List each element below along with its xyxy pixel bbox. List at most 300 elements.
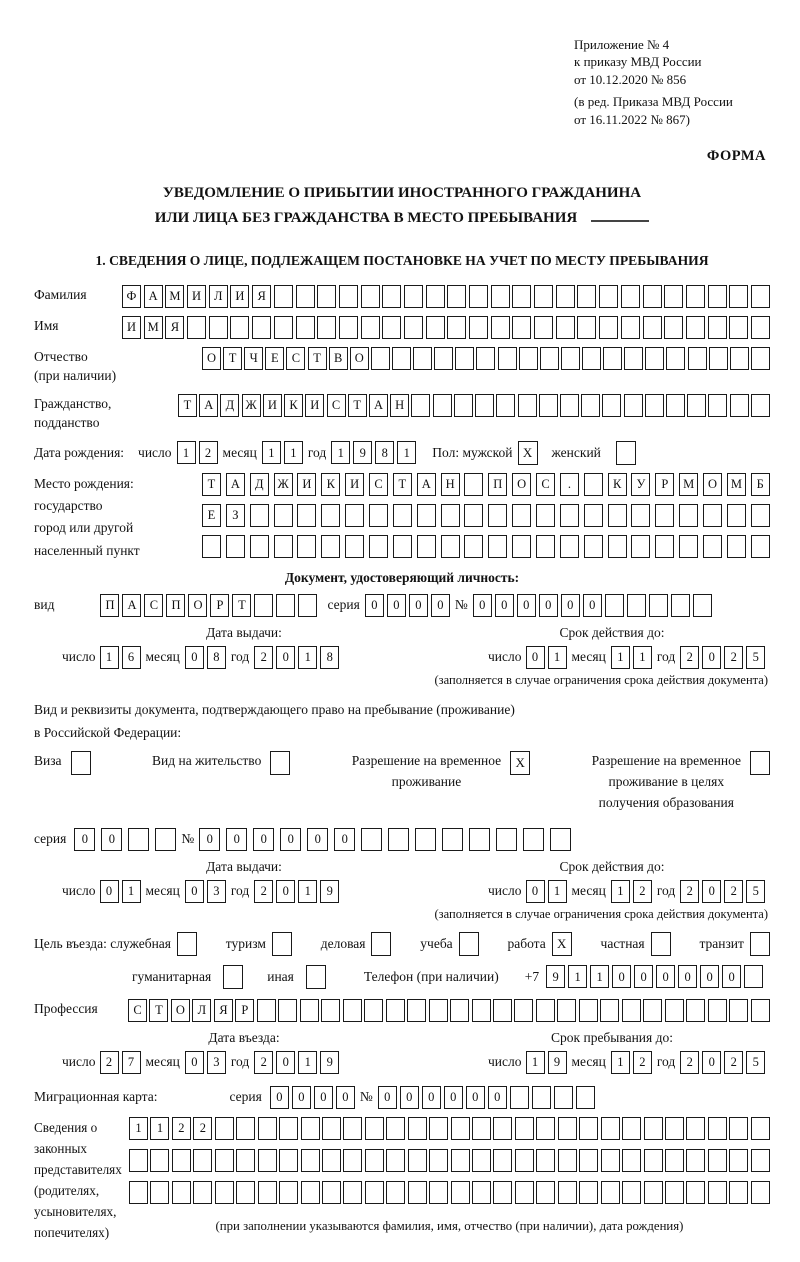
char-cell[interactable]: 0 [387,594,406,617]
char-cell[interactable] [343,1181,362,1204]
char-cell[interactable]: 9 [353,441,372,464]
char-cell[interactable]: 0 [561,594,580,617]
char-cell[interactable] [429,999,448,1022]
char-cell[interactable] [361,285,380,308]
char-cell[interactable] [472,1149,491,1172]
char-cell[interactable] [515,1149,534,1172]
char-cell[interactable] [417,535,436,558]
char-cell[interactable]: 1 [548,646,567,669]
char-cell[interactable]: Ф [122,285,141,308]
char-cell[interactable] [729,1149,748,1172]
char-cell[interactable]: П [166,594,185,617]
char-cell[interactable]: 0 [185,646,204,669]
char-cell[interactable] [558,1181,577,1204]
char-cell[interactable]: 2 [254,1051,273,1074]
char-cell[interactable] [601,1181,620,1204]
char-cell[interactable] [536,1117,555,1140]
char-cell[interactable]: 0 [276,1051,295,1074]
char-cell[interactable] [321,999,340,1022]
char-cell[interactable] [339,285,358,308]
char-cell[interactable] [252,316,271,339]
char-cell[interactable] [512,535,531,558]
char-cell[interactable]: И [305,394,324,417]
char-cell[interactable] [643,316,662,339]
char-cell[interactable] [519,347,538,370]
char-cell[interactable] [744,965,763,988]
char-cell[interactable] [386,1181,405,1204]
char-cell[interactable] [411,394,430,417]
char-cell[interactable] [193,1149,212,1172]
char-cell[interactable]: М [165,285,184,308]
char-cell[interactable]: И [122,316,141,339]
char-cell[interactable]: 0 [431,594,450,617]
char-cell[interactable]: 1 [129,1117,148,1140]
char-cell[interactable] [322,1149,341,1172]
char-cell[interactable] [345,535,364,558]
char-cell[interactable] [415,828,436,851]
char-cell[interactable] [751,999,770,1022]
char-cell[interactable]: 8 [207,646,226,669]
char-cell[interactable] [382,285,401,308]
char-cell[interactable] [536,1181,555,1204]
char-cell[interactable]: Е [202,504,221,527]
char-cell[interactable] [679,535,698,558]
char-cell[interactable] [665,1117,684,1140]
char-cell[interactable] [601,1117,620,1140]
char-cell[interactable]: С [536,473,555,496]
char-cell[interactable]: А [369,394,388,417]
char-cell[interactable] [708,394,727,417]
char-cell[interactable] [172,1149,191,1172]
char-cell[interactable] [343,999,362,1022]
char-cell[interactable] [576,1086,595,1109]
char-cell[interactable] [751,1117,770,1140]
char-cell[interactable] [297,504,316,527]
char-cell[interactable] [365,1181,384,1204]
char-cell[interactable] [703,504,722,527]
char-cell[interactable] [464,473,483,496]
char-cell[interactable]: С [369,473,388,496]
char-cell[interactable] [155,828,176,851]
char-cell[interactable] [236,1117,255,1140]
char-cell[interactable]: 1 [611,1051,630,1074]
char-cell[interactable] [496,394,515,417]
char-cell[interactable] [729,316,748,339]
char-cell[interactable]: 0 [517,594,536,617]
char-cell[interactable]: 0 [526,880,545,903]
char-cell[interactable]: 0 [700,965,719,988]
char-cell[interactable] [622,1181,641,1204]
char-cell[interactable]: 9 [546,965,565,988]
char-cell[interactable]: 1 [633,646,652,669]
char-cell[interactable] [751,1149,770,1172]
char-cell[interactable] [321,504,340,527]
char-cell[interactable]: 5 [746,646,765,669]
visa-checkbox[interactable] [71,751,91,775]
char-cell[interactable]: 1 [611,646,630,669]
char-cell[interactable] [447,316,466,339]
char-cell[interactable] [686,285,705,308]
char-cell[interactable]: 0 [702,646,721,669]
char-cell[interactable] [608,504,627,527]
char-cell[interactable]: 2 [680,880,699,903]
char-cell[interactable] [300,999,319,1022]
char-cell[interactable] [686,999,705,1022]
purpose-private-checkbox[interactable] [651,932,671,956]
char-cell[interactable] [388,828,409,851]
char-cell[interactable] [404,285,423,308]
char-cell[interactable]: О [350,347,369,370]
char-cell[interactable]: О [202,347,221,370]
char-cell[interactable]: 1 [526,1051,545,1074]
char-cell[interactable] [631,535,650,558]
char-cell[interactable] [666,394,685,417]
char-cell[interactable] [622,1117,641,1140]
char-cell[interactable] [686,1181,705,1204]
char-cell[interactable] [582,347,601,370]
char-cell[interactable] [491,285,510,308]
char-cell[interactable] [469,316,488,339]
char-cell[interactable]: 0 [400,1086,419,1109]
char-cell[interactable] [536,535,555,558]
char-cell[interactable] [279,1181,298,1204]
char-cell[interactable] [703,535,722,558]
char-cell[interactable] [536,1149,555,1172]
char-cell[interactable] [514,999,533,1022]
char-cell[interactable]: Л [192,999,211,1022]
char-cell[interactable] [730,347,749,370]
char-cell[interactable]: 1 [548,880,567,903]
char-cell[interactable]: 2 [199,441,218,464]
char-cell[interactable]: К [321,473,340,496]
char-cell[interactable] [209,316,228,339]
char-cell[interactable] [622,999,641,1022]
char-cell[interactable] [621,316,640,339]
char-cell[interactable]: 0 [336,1086,355,1109]
char-cell[interactable]: 2 [680,646,699,669]
char-cell[interactable] [441,504,460,527]
char-cell[interactable] [365,1117,384,1140]
char-cell[interactable] [664,285,683,308]
char-cell[interactable]: 0 [226,828,247,851]
char-cell[interactable]: 2 [100,1051,119,1074]
purpose-study-checkbox[interactable] [459,932,479,956]
char-cell[interactable] [512,316,531,339]
char-cell[interactable]: Я [165,316,184,339]
char-cell[interactable] [364,999,383,1022]
char-cell[interactable]: 0 [100,880,119,903]
char-cell[interactable] [321,535,340,558]
char-cell[interactable]: Б [751,473,770,496]
char-cell[interactable] [751,316,770,339]
char-cell[interactable] [297,535,316,558]
char-cell[interactable]: М [144,316,163,339]
char-cell[interactable]: 1 [397,441,416,464]
char-cell[interactable] [708,999,727,1022]
char-cell[interactable]: Е [265,347,284,370]
char-cell[interactable] [215,1181,234,1204]
char-cell[interactable]: Р [655,473,674,496]
char-cell[interactable] [493,999,512,1022]
char-cell[interactable]: 0 [378,1086,397,1109]
char-cell[interactable]: И [187,285,206,308]
char-cell[interactable] [584,473,603,496]
char-cell[interactable] [655,504,674,527]
char-cell[interactable] [536,999,555,1022]
char-cell[interactable]: 1 [298,1051,317,1074]
char-cell[interactable] [560,535,579,558]
char-cell[interactable]: М [727,473,746,496]
char-cell[interactable]: К [284,394,303,417]
char-cell[interactable] [274,285,293,308]
char-cell[interactable] [751,535,770,558]
char-cell[interactable]: 1 [122,880,141,903]
char-cell[interactable]: 9 [548,1051,567,1074]
temp-residence-edu-checkbox[interactable] [750,751,770,775]
char-cell[interactable] [600,999,619,1022]
char-cell[interactable] [343,1149,362,1172]
char-cell[interactable] [426,316,445,339]
char-cell[interactable] [579,1149,598,1172]
char-cell[interactable]: 2 [724,1051,743,1074]
char-cell[interactable] [665,1181,684,1204]
char-cell[interactable] [250,535,269,558]
char-cell[interactable] [686,1149,705,1172]
char-cell[interactable]: 6 [122,646,141,669]
char-cell[interactable] [579,1117,598,1140]
char-cell[interactable]: 1 [611,880,630,903]
char-cell[interactable] [404,316,423,339]
char-cell[interactable]: Т [223,347,242,370]
char-cell[interactable] [276,594,295,617]
char-cell[interactable] [408,1181,427,1204]
char-cell[interactable]: 7 [122,1051,141,1074]
char-cell[interactable]: Д [220,394,239,417]
char-cell[interactable] [393,504,412,527]
char-cell[interactable] [301,1149,320,1172]
char-cell[interactable] [727,504,746,527]
char-cell[interactable] [464,535,483,558]
char-cell[interactable] [278,999,297,1022]
char-cell[interactable] [215,1149,234,1172]
char-cell[interactable] [493,1181,512,1204]
char-cell[interactable] [369,535,388,558]
char-cell[interactable]: 1 [590,965,609,988]
char-cell[interactable] [322,1181,341,1204]
char-cell[interactable] [687,394,706,417]
char-cell[interactable] [296,285,315,308]
char-cell[interactable] [386,999,405,1022]
char-cell[interactable]: 8 [375,441,394,464]
purpose-official-checkbox[interactable] [177,932,197,956]
char-cell[interactable] [343,1117,362,1140]
char-cell[interactable] [451,1149,470,1172]
char-cell[interactable] [226,535,245,558]
char-cell[interactable] [512,504,531,527]
purpose-business-checkbox[interactable] [371,932,391,956]
char-cell[interactable]: И [345,473,364,496]
char-cell[interactable]: М [679,473,698,496]
char-cell[interactable] [512,285,531,308]
char-cell[interactable] [688,347,707,370]
char-cell[interactable]: А [226,473,245,496]
char-cell[interactable] [257,999,276,1022]
char-cell[interactable]: Р [210,594,229,617]
char-cell[interactable]: Т [232,594,251,617]
char-cell[interactable]: Т [202,473,221,496]
char-cell[interactable] [584,535,603,558]
char-cell[interactable] [665,999,684,1022]
char-cell[interactable] [666,347,685,370]
char-cell[interactable] [645,394,664,417]
char-cell[interactable] [708,1181,727,1204]
char-cell[interactable] [447,285,466,308]
char-cell[interactable]: 0 [702,1051,721,1074]
char-cell[interactable]: 0 [292,1086,311,1109]
char-cell[interactable]: 0 [307,828,328,851]
char-cell[interactable] [150,1149,169,1172]
char-cell[interactable] [532,1086,551,1109]
char-cell[interactable]: 2 [172,1117,191,1140]
purpose-humanitarian-checkbox[interactable] [223,965,243,989]
char-cell[interactable]: 1 [177,441,196,464]
char-cell[interactable]: 1 [100,646,119,669]
char-cell[interactable]: С [144,594,163,617]
char-cell[interactable] [382,316,401,339]
char-cell[interactable]: 0 [185,1051,204,1074]
char-cell[interactable] [627,594,646,617]
purpose-transit-checkbox[interactable] [750,932,770,956]
char-cell[interactable] [193,1181,212,1204]
char-cell[interactable] [408,1117,427,1140]
char-cell[interactable] [386,1117,405,1140]
char-cell[interactable]: О [703,473,722,496]
char-cell[interactable] [274,504,293,527]
char-cell[interactable] [679,504,698,527]
char-cell[interactable]: Т [149,999,168,1022]
char-cell[interactable] [558,1149,577,1172]
char-cell[interactable]: 9 [320,1051,339,1074]
char-cell[interactable]: 0 [466,1086,485,1109]
char-cell[interactable]: 0 [199,828,220,851]
char-cell[interactable]: У [631,473,650,496]
char-cell[interactable]: 0 [495,594,514,617]
char-cell[interactable] [393,535,412,558]
char-cell[interactable]: Ж [242,394,261,417]
char-cell[interactable] [556,316,575,339]
char-cell[interactable] [686,1117,705,1140]
char-cell[interactable]: И [297,473,316,496]
char-cell[interactable] [655,535,674,558]
char-cell[interactable] [274,535,293,558]
sex-male-checkbox[interactable]: X [518,441,538,465]
char-cell[interactable]: 1 [298,880,317,903]
char-cell[interactable]: 0 [702,880,721,903]
char-cell[interactable]: С [128,999,147,1022]
char-cell[interactable] [534,316,553,339]
char-cell[interactable]: 0 [276,880,295,903]
char-cell[interactable] [644,1149,663,1172]
purpose-tourism-checkbox[interactable] [272,932,292,956]
char-cell[interactable]: 0 [678,965,697,988]
char-cell[interactable] [727,535,746,558]
char-cell[interactable] [557,999,576,1022]
char-cell[interactable] [339,316,358,339]
char-cell[interactable] [258,1181,277,1204]
char-cell[interactable] [472,1117,491,1140]
char-cell[interactable] [518,394,537,417]
char-cell[interactable] [491,316,510,339]
char-cell[interactable] [488,504,507,527]
temp-residence-checkbox[interactable]: X [510,751,530,775]
char-cell[interactable] [510,1086,529,1109]
char-cell[interactable] [258,1117,277,1140]
char-cell[interactable] [693,594,712,617]
char-cell[interactable] [279,1117,298,1140]
char-cell[interactable] [708,285,727,308]
char-cell[interactable]: . [560,473,579,496]
char-cell[interactable] [322,1117,341,1140]
char-cell[interactable] [345,504,364,527]
char-cell[interactable] [215,1117,234,1140]
char-cell[interactable] [708,316,727,339]
char-cell[interactable] [429,1117,448,1140]
char-cell[interactable] [708,1117,727,1140]
char-cell[interactable] [645,347,664,370]
char-cell[interactable]: О [512,473,531,496]
char-cell[interactable] [236,1181,255,1204]
char-cell[interactable] [536,504,555,527]
char-cell[interactable] [279,1149,298,1172]
char-cell[interactable]: Ж [274,473,293,496]
char-cell[interactable]: И [263,394,282,417]
char-cell[interactable] [602,394,621,417]
char-cell[interactable] [361,316,380,339]
char-cell[interactable] [254,594,273,617]
char-cell[interactable]: 1 [568,965,587,988]
char-cell[interactable] [603,347,622,370]
char-cell[interactable] [579,999,598,1022]
char-cell[interactable]: Я [214,999,233,1022]
char-cell[interactable] [605,594,624,617]
char-cell[interactable]: 0 [634,965,653,988]
char-cell[interactable]: 0 [488,1086,507,1109]
char-cell[interactable] [751,1181,770,1204]
char-cell[interactable] [523,828,544,851]
char-cell[interactable]: 0 [583,594,602,617]
char-cell[interactable]: Л [209,285,228,308]
char-cell[interactable] [472,999,491,1022]
char-cell[interactable]: О [188,594,207,617]
char-cell[interactable]: И [230,285,249,308]
char-cell[interactable]: 1 [284,441,303,464]
char-cell[interactable] [751,394,770,417]
char-cell[interactable] [202,535,221,558]
char-cell[interactable] [464,504,483,527]
char-cell[interactable] [451,1181,470,1204]
char-cell[interactable] [407,999,426,1022]
char-cell[interactable] [515,1181,534,1204]
char-cell[interactable] [599,316,618,339]
char-cell[interactable] [621,285,640,308]
char-cell[interactable] [729,1181,748,1204]
char-cell[interactable]: 2 [633,880,652,903]
char-cell[interactable]: 5 [746,880,765,903]
char-cell[interactable]: А [122,594,141,617]
char-cell[interactable] [454,394,473,417]
char-cell[interactable]: 0 [270,1086,289,1109]
char-cell[interactable] [560,394,579,417]
